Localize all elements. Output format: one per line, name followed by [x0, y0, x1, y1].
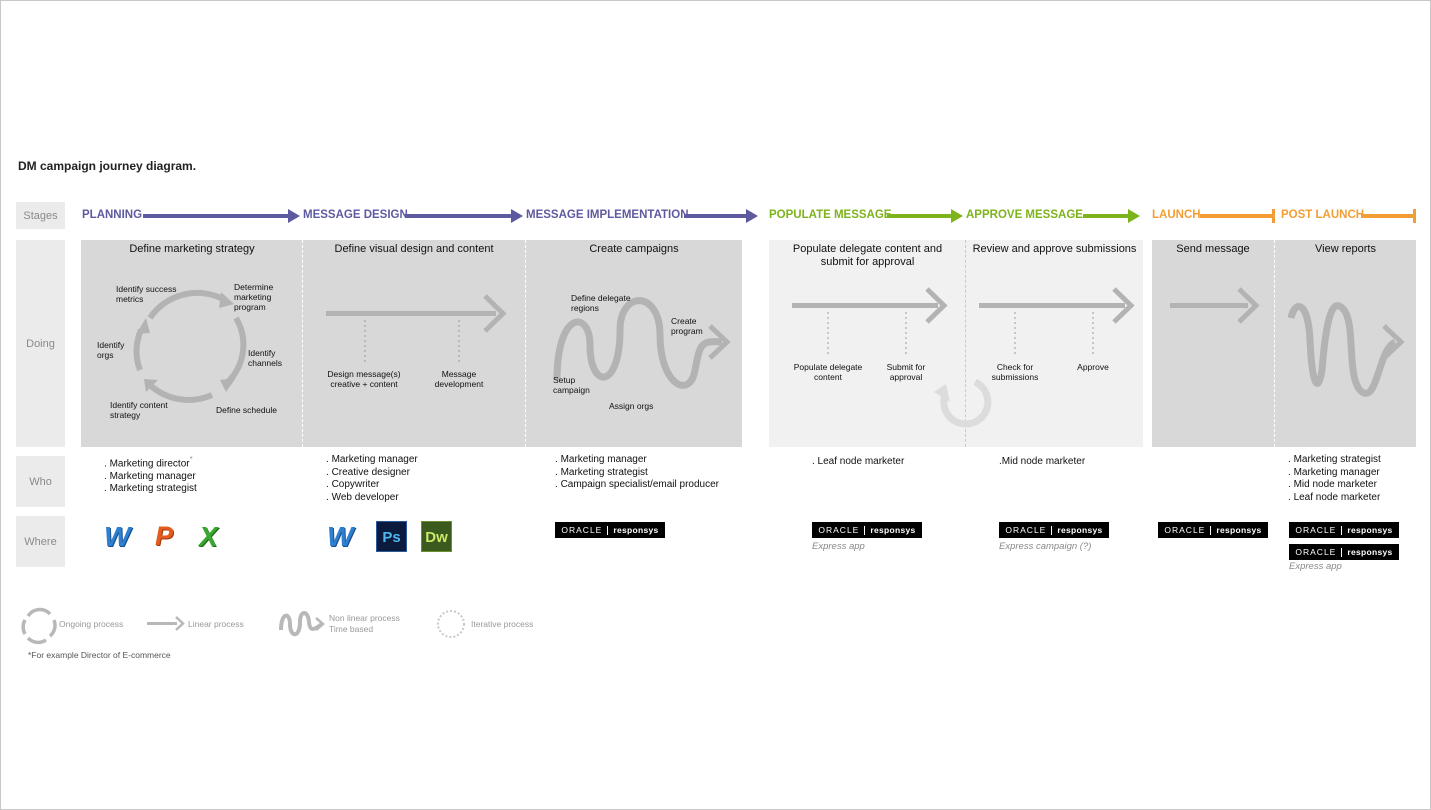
who-item: Creative designer [331, 466, 410, 478]
step-identify-success-metrics: Identify success metrics [116, 284, 177, 304]
word-icon: W [104, 521, 131, 552]
design-title: Define visual design and content [334, 243, 494, 255]
who-item: Marketing strategist [560, 466, 648, 478]
who-item: Copywriter [331, 479, 380, 490]
stage-planning: PLANNING [82, 209, 143, 221]
step-submit-for-approval: Submit for approval [886, 362, 926, 382]
stage-message-implementation: MESSAGE IMPLEMENTATION [526, 209, 689, 221]
who-item: Marketing manager [1293, 466, 1380, 478]
step-define-schedule: Define schedule [216, 405, 277, 415]
nonlinear-process-icon [281, 613, 323, 634]
oracle-brand: ORACLE [1005, 525, 1047, 535]
oracle-product: responsys [1347, 547, 1393, 557]
approve-linear-arrow [979, 289, 1131, 354]
who-item: .Mid node marketer [999, 456, 1086, 467]
dreamweaver-icon: Dw [421, 521, 452, 552]
oracle-responsys-logo [555, 522, 665, 538]
legend-nonlinear-line1: Non linear process [329, 613, 400, 623]
row-label-doing: Doing [16, 240, 65, 447]
legend-nonlinear-label [329, 613, 400, 635]
implementation-wave-icon [557, 301, 727, 386]
iterative-process-icon [438, 611, 464, 637]
stage-populate-message: POPULATE MESSAGE [769, 209, 892, 221]
who-item: Marketing strategist [1293, 454, 1381, 465]
row-label-where: Where [16, 516, 65, 567]
who-approve [999, 456, 1085, 469]
who-item: Web developer [331, 491, 399, 503]
who-item: Leaf node marketer [1293, 491, 1381, 503]
populate-linear-arrow [792, 289, 944, 354]
powerpoint-icon: P [155, 521, 174, 551]
row-label-who: Who [16, 456, 65, 507]
oracle-responsys-logo [1289, 544, 1399, 560]
who-populate [812, 456, 904, 469]
oracle-product: responsys [1057, 525, 1103, 535]
oracle-responsys-logo [1289, 522, 1399, 538]
who-item: Campaign specialist/email producer [560, 479, 719, 490]
excel-icon: X [199, 521, 218, 552]
photoshop-icon: Ps [376, 521, 407, 552]
who-post-launch: . Marketing strategist . Marketing manager . Mid node marketer . Leaf node marketer [1288, 454, 1381, 503]
oracle-product: responsys [1347, 525, 1393, 535]
linear-process-icon [147, 617, 183, 630]
approve-where-note: Express campaign (?) [999, 541, 1092, 552]
stage-post-launch: POST LAUNCH [1281, 209, 1365, 221]
oracle-product: responsys [1216, 525, 1262, 535]
ongoing-process-icon [23, 610, 55, 643]
who-implementation: . Marketing manager . Marketing strategist . Campaign specialist/email producer [555, 454, 719, 490]
oracle-responsys-logo [1158, 522, 1268, 538]
oracle-responsys-logo [812, 522, 922, 538]
legend-ongoing-label: Ongoing process [59, 619, 124, 629]
populate-where-note: Express app [812, 541, 865, 552]
launch-title: Send message [1176, 243, 1250, 255]
who-item: Marketing director [109, 458, 190, 470]
step-identify-content-strategy: Identify content strategy [110, 400, 168, 420]
stage-message-design: MESSAGE DESIGN [303, 209, 408, 221]
step-identify-channels: Identify channels [248, 348, 283, 368]
launch-linear-arrow [1170, 289, 1256, 322]
oracle-responsys-logo [999, 522, 1109, 538]
page-title: DM campaign journey diagram. [18, 159, 197, 173]
oracle-brand: ORACLE [818, 525, 860, 535]
who-planning: . Marketing director* . Marketing manager . Marketing strategist [104, 455, 197, 495]
planning-title: Define marketing strategy [129, 243, 255, 255]
step-identify-orgs: Identify orgs [97, 340, 125, 360]
legend-linear-label: Linear process [188, 619, 244, 629]
step-setup-campaign: Setup campaign [553, 375, 590, 395]
stage-launch: LAUNCH [1152, 209, 1201, 221]
who-item: Marketing strategist [109, 483, 197, 495]
oracle-brand: ORACLE [1295, 547, 1337, 557]
approve-title: Review and approve submissions [972, 243, 1137, 255]
who-item: . Leaf node marketer [812, 456, 905, 467]
legend-iterative-label: Iterative process [471, 619, 534, 629]
footnote: *For example Director of E-commerce [28, 650, 171, 660]
oracle-product: responsys [870, 525, 916, 535]
step-assign-orgs: Assign orgs [609, 401, 654, 411]
cycle-arrowheads [136, 292, 236, 392]
step-define-delegate-regions: Define delegate regions [571, 293, 631, 313]
who-item: Marketing manager [560, 454, 647, 465]
step-create-program: Create program [671, 316, 703, 336]
step-message-development: Message development [434, 369, 484, 389]
stage-approve-message: APPROVE MESSAGE [966, 209, 1083, 221]
post-launch-wave-icon [1291, 306, 1401, 394]
who-item: Marketing manager [109, 470, 196, 482]
who-item: Marketing manager [331, 454, 418, 465]
who-item: Mid node marketer [1293, 479, 1377, 490]
post-where-note: Express app [1289, 561, 1342, 572]
oracle-brand: ORACLE [1295, 525, 1337, 535]
implementation-title: Create campaigns [589, 243, 679, 255]
legend-nonlinear-line2: Time based [329, 624, 374, 634]
oracle-product: responsys [613, 525, 659, 535]
step-determine-marketing-program: Determine marketing program [234, 282, 274, 312]
oracle-brand: ORACLE [561, 525, 603, 535]
oracle-brand: ORACLE [1164, 525, 1206, 535]
post-launch-title: View reports [1315, 243, 1376, 255]
design-linear-arrow [326, 296, 503, 362]
step-check-for-submissions: Check for submissions [991, 362, 1039, 382]
iterative-loop-icon [934, 382, 988, 424]
populate-title: Populate delegate content and submit for approval [792, 243, 943, 268]
word-icon: W [327, 521, 354, 552]
step-populate-delegate-content: Populate delegate content [793, 362, 863, 382]
row-label-stages: Stages [16, 202, 65, 229]
step-approve: Approve [1077, 362, 1109, 372]
step-design-messages: Design message(s) creative + content [327, 369, 401, 389]
who-design: . Marketing manager . Creative designer . Copywriter . Web developer [326, 454, 418, 503]
